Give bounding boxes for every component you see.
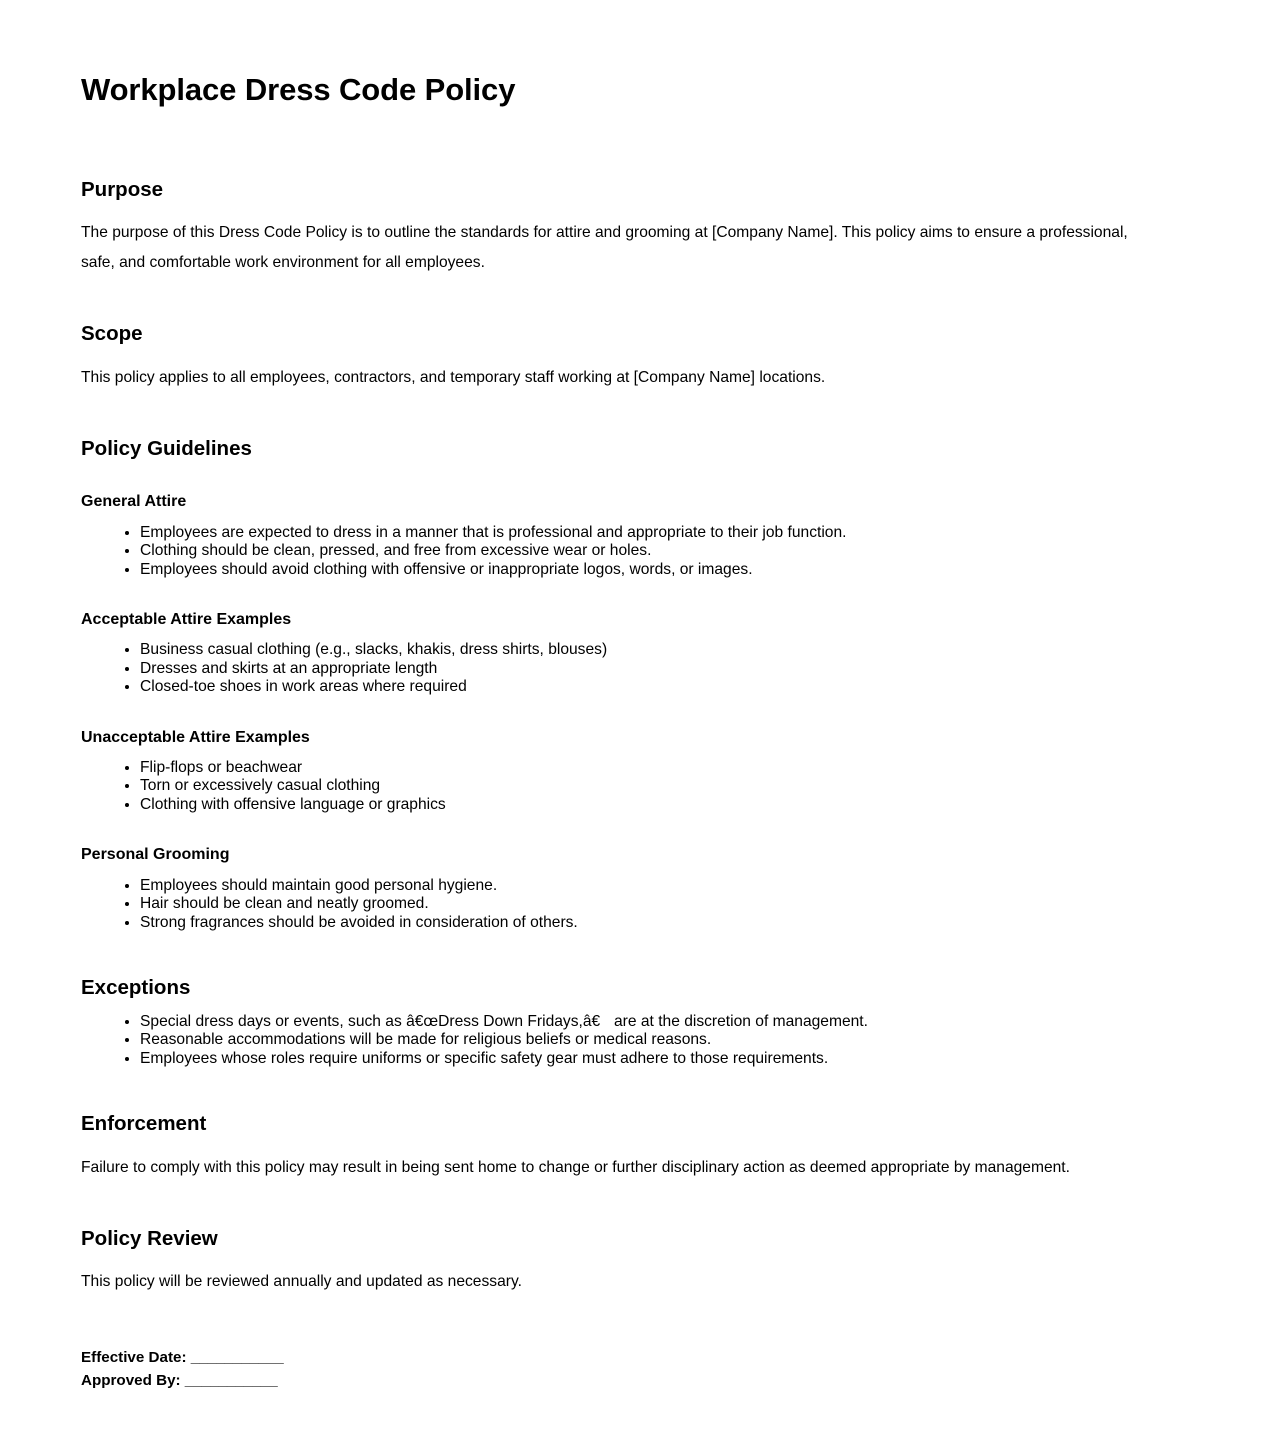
list-item: • Hair should be clean and neatly groomed. <box>140 895 1155 914</box>
bullet-list-unacceptable-attire-examples <box>81 759 1155 815</box>
section-heading-policy-guidelines: Policy Guidelines <box>81 436 252 460</box>
bullet-list-personal-grooming <box>81 877 1155 933</box>
section-heading-scope: Scope <box>81 322 143 346</box>
list-item: • Business casual clothing (e.g., slacks, khakis, dress shirts, blouses) <box>140 641 1155 660</box>
list-item: • Employees should maintain good personal hygiene. <box>140 877 1155 896</box>
section-paragraph-purpose: The purpose of this Dress Code Policy is to outline the standards for attire and grooming at [Company Name]. This policy aims to ensure a professional, safe, and comfortable work environment for all employees. <box>81 224 1128 272</box>
list-item: • Employees are expected to dress in a manner that is professional and appropriate to their job function. <box>140 524 1155 543</box>
list-item: • Clothing with offensive language or graphics <box>140 796 1155 815</box>
section-paragraph-enforcement: Failure to comply with this policy may result in being sent home to change or further disciplinary action as deemed appropriate by management. <box>81 1158 1070 1176</box>
effective-date-line: Effective Date: ___________ <box>81 1349 284 1367</box>
subsection-heading-unacceptable-attire-examples: Unacceptable Attire Examples <box>81 728 310 746</box>
list-item: • Torn or excessively casual clothing <box>140 777 1155 796</box>
list-item: • Special dress days or events, such as â€œDress Down Fridays,â€ are at the discretion of management. <box>140 1013 1155 1032</box>
subsection-heading-personal-grooming: Personal Grooming <box>81 846 230 864</box>
section-heading-enforcement: Enforcement <box>81 1112 207 1136</box>
signature-block <box>81 1346 1155 1392</box>
section-paragraph-scope: This policy applies to all employees, contractors, and temporary staff working at [Company Name] locations. <box>81 368 826 386</box>
section-heading-exceptions: Exceptions <box>81 976 191 1000</box>
page-title: Workplace Dress Code Policy <box>81 72 516 107</box>
list-item: • Employees should avoid clothing with offensive or inappropriate logos, words, or images. <box>140 561 1155 580</box>
subsection-heading-acceptable-attire-examples: Acceptable Attire Examples <box>81 611 292 629</box>
bullet-list-exceptions <box>81 1013 1155 1069</box>
bullet-list-general-attire <box>81 524 1155 580</box>
list-item: • Clothing should be clean, pressed, and free from excessive wear or holes. <box>140 542 1155 561</box>
list-item: • Closed-toe shoes in work areas where required <box>140 678 1155 697</box>
subsection-heading-general-attire: General Attire <box>81 493 187 511</box>
list-item: • Reasonable accommodations will be made for religious beliefs or medical reasons. <box>140 1031 1155 1050</box>
bullet-list-acceptable-attire-examples <box>81 641 1155 697</box>
section-paragraph-policy-review: This policy will be reviewed annually and updated as necessary. <box>81 1273 522 1291</box>
section-heading-purpose: Purpose <box>81 177 164 201</box>
list-item: • Dresses and skirts at an appropriate length <box>140 660 1155 679</box>
approved-by-line: Approved By: ___________ <box>81 1372 278 1390</box>
list-item: • Flip-flops or beachwear <box>140 759 1155 778</box>
title-spacer <box>81 108 1155 134</box>
list-item: • Strong fragrances should be avoided in consideration of others. <box>140 914 1155 933</box>
list-item: • Employees whose roles require uniforms or specific safety gear must adhere to those requirements. <box>140 1050 1155 1069</box>
section-heading-policy-review: Policy Review <box>81 1226 218 1250</box>
